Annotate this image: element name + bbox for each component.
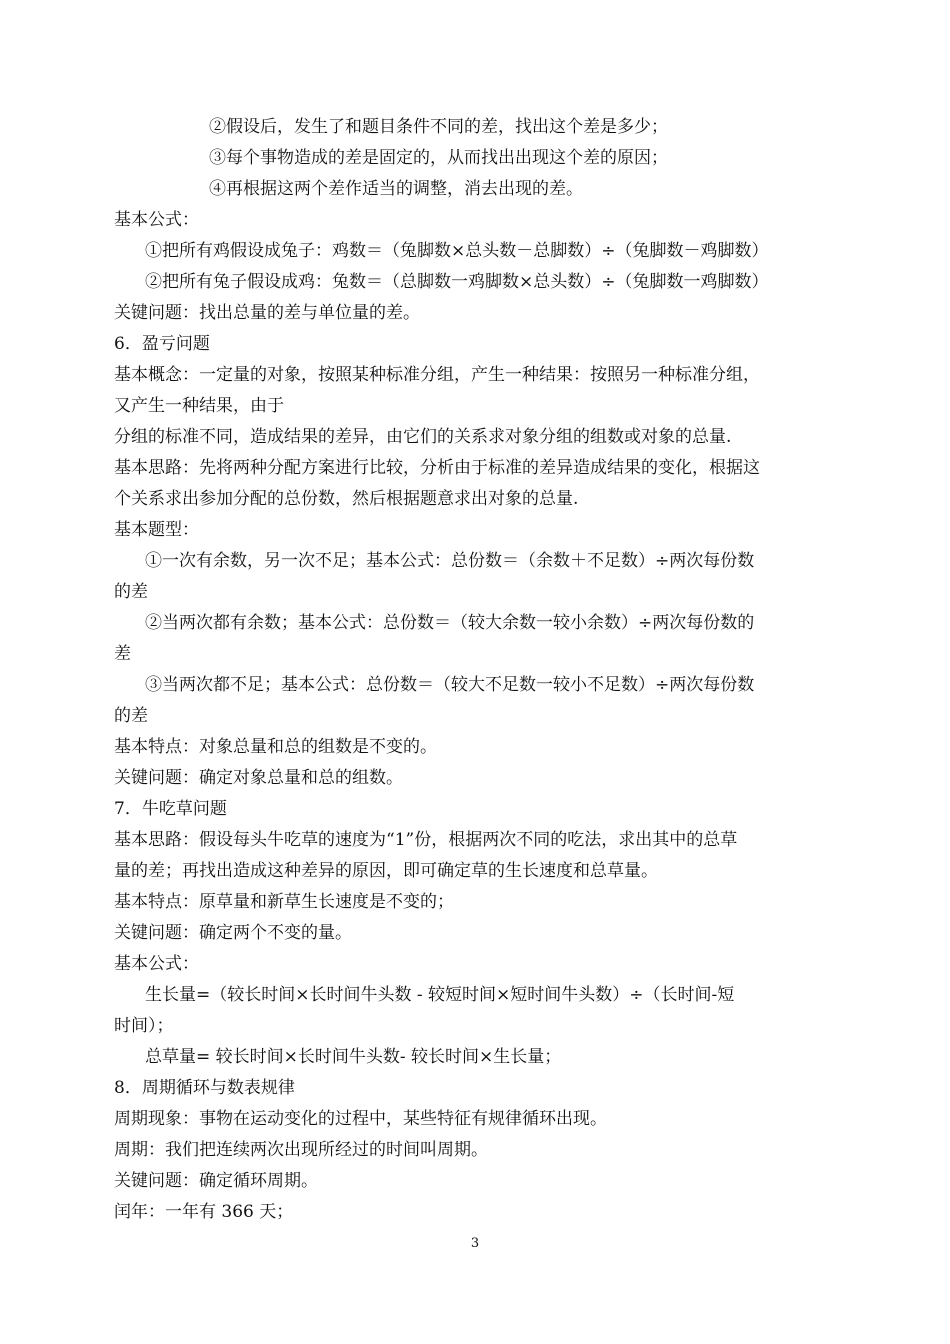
text-line: 基本题型： xyxy=(114,520,199,540)
page-body xyxy=(114,112,839,1228)
formula-line: ①一次有余数，另一次不足；基本公式：总份数＝（余数＋不足数）÷两次每份数 xyxy=(145,551,755,571)
text-line: 的差 xyxy=(114,706,148,726)
text-line: 时间）； xyxy=(114,1016,174,1036)
text-line: 量的差；再找出造成这种差异的原因，即可确定草的生长速度和总草量。 xyxy=(114,861,658,881)
text-line: 周期：我们把连续两次出现所经过的时间叫周期。 xyxy=(114,1140,488,1160)
text-line: 基本思路：先将两种分配方案进行比较，分析由于标准的差异造成结果的变化，根据这 xyxy=(114,458,760,478)
formula-line: 生长量=（较长时间×长时间牛头数 - 较短时间×短时间牛头数）÷（长时间-短 xyxy=(145,985,735,1005)
text-line: ②假设后，发生了和题目条件不同的差，找出这个差是多少； xyxy=(209,117,668,137)
formula-line: ②把所有兔子假设成鸡：兔数＝（总脚数一鸡脚数×总头数）÷（兔脚数一鸡脚数） xyxy=(145,272,769,292)
text-line: 关键问题：确定对象总量和总的组数。 xyxy=(114,768,403,788)
text-line: 基本概念：一定量的对象，按照某种标准分组，产生一种结果：按照另一种标准分组， xyxy=(114,365,760,385)
text-line: 关键问题：找出总量的差与单位量的差。 xyxy=(114,303,420,323)
text-line: 基本思路：假设每头牛吃草的速度为“1”份，根据两次不同的吃法，求出其中的总草 xyxy=(114,830,738,850)
text-line: 差 xyxy=(114,644,131,664)
text-line: 闰年：一年有 366 天； xyxy=(114,1202,294,1222)
text-line: ④再根据这两个差作适当的调整，消去出现的差。 xyxy=(209,179,583,199)
formula-line: ②当两次都有余数；基本公式：总份数＝（较大余数一较小余数）÷两次每份数的 xyxy=(145,613,755,633)
section-heading: 6．盈亏问题 xyxy=(114,334,210,354)
text-line: ③每个事物造成的差是固定的，从而找出出现这个差的原因； xyxy=(209,148,668,168)
formula-line: ③当两次都不足；基本公式：总份数＝（较大不足数一较小不足数）÷两次每份数 xyxy=(145,675,755,695)
text-line: 关键问题：确定循环周期。 xyxy=(114,1171,318,1191)
formula-line: ①把所有鸡假设成兔子：鸡数＝（兔脚数×总头数－总脚数）÷（兔脚数－鸡脚数） xyxy=(145,241,769,261)
text-line: 周期现象：事物在运动变化的过程中，某些特征有规律循环出现。 xyxy=(114,1109,607,1129)
text-line: 关键问题：确定两个不变的量。 xyxy=(114,923,352,943)
page-number: 3 xyxy=(470,1236,480,1251)
text-line: 的差 xyxy=(114,582,148,602)
text-line: 又产生一种结果，由于 xyxy=(114,396,284,416)
section-heading: 7．牛吃草问题 xyxy=(114,799,227,819)
text-line: 基本公式： xyxy=(114,210,199,230)
text-line: 基本公式： xyxy=(114,954,199,974)
text-line: 基本特点：原草量和新草生长速度是不变的； xyxy=(114,892,454,912)
formula-line: 总草量= 较长时间×长时间牛头数- 较长时间×生长量； xyxy=(145,1047,562,1067)
text-line: 个关系求出参加分配的总份数，然后根据题意求出对象的总量. xyxy=(114,489,579,509)
text-line: 分组的标准不同，造成结果的差异，由它们的关系求对象分组的组数或对象的总量. xyxy=(114,427,732,447)
section-heading: 8．周期循环与数表规律 xyxy=(114,1078,295,1098)
text-line: 基本特点：对象总量和总的组数是不变的。 xyxy=(114,737,437,757)
